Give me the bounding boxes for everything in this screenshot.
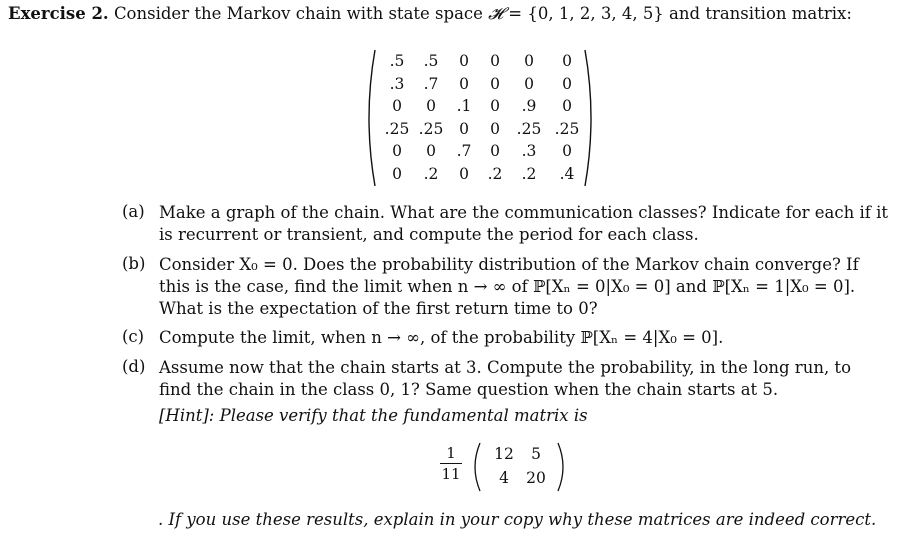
matrix-cell: 0 <box>459 164 469 183</box>
matrix-cell: .3 <box>389 74 405 93</box>
matrix-cell: 0 <box>562 74 572 93</box>
fundamental-cell: 4 <box>499 469 509 487</box>
fundamental-row <box>488 442 552 466</box>
final-instruction: . If you use these results, explain in your copy why these matrices are indeed correct. <box>158 510 877 529</box>
fundamental-cell: 12 <box>494 445 514 463</box>
question-c-line-1: Compute the limit, when n → ∞, of the probability ℙ[Xₙ = 4|X₀ = 0]. <box>159 328 724 347</box>
fraction <box>438 444 464 483</box>
matrix-cell: 0 <box>562 52 572 70</box>
matrix-cell: 0 <box>490 97 500 115</box>
fundamental-matrix <box>438 442 578 494</box>
matrix-cell: 0 <box>426 142 436 160</box>
matrix-cell: .7 <box>423 74 439 93</box>
question-b-label: (b) <box>122 254 146 273</box>
matrix-cell: .9 <box>521 97 537 115</box>
question-d-line-2: find the chain in the class 0, 1? Same question when the chain starts at 5. <box>159 380 779 399</box>
right-paren-icon <box>556 442 570 492</box>
matrix-cell: 0 <box>524 52 534 70</box>
matrix-cell: 0 <box>392 97 402 115</box>
matrix-cell: .1 <box>456 97 472 115</box>
question-b-line-3: What is the expectation of the first return time to 0? <box>159 299 598 318</box>
matrix-cell: 0 <box>562 97 572 115</box>
matrix-cell: .25 <box>554 119 580 138</box>
question-d-hint: [Hint]: Please verify that the fundamental matrix is <box>159 406 588 425</box>
matrix-row <box>380 163 586 186</box>
matrix-grid <box>380 50 586 185</box>
fundamental-cell: 5 <box>531 445 541 463</box>
matrix-cell: .3 <box>521 142 537 160</box>
left-paren-icon <box>468 442 482 492</box>
matrix-cell: 0 <box>392 142 402 160</box>
matrix-cell: .5 <box>423 52 439 70</box>
question-d-line-1: Assume now that the chain starts at 3. Compute the probability, in the long run, to <box>159 358 852 377</box>
matrix-cell: 0 <box>459 52 469 70</box>
transition-matrix <box>360 48 600 188</box>
matrix-cell: 0 <box>392 164 402 183</box>
matrix-cell: 0 <box>490 119 500 138</box>
matrix-cell: 0 <box>490 142 500 160</box>
matrix-cell: .4 <box>559 164 575 183</box>
exercise-header <box>8 4 852 24</box>
matrix-cell: 0 <box>459 119 469 138</box>
matrix-cell: .2 <box>423 164 439 183</box>
exercise-label: Exercise 2. <box>8 4 109 23</box>
fraction-denominator: 11 <box>441 465 461 483</box>
matrix-cell: 0 <box>490 74 500 93</box>
fundamental-grid <box>488 442 552 490</box>
matrix-cell: .5 <box>389 52 405 70</box>
matrix-cell: .25 <box>418 119 444 138</box>
matrix-cell: .25 <box>384 119 410 138</box>
fraction-bar <box>440 463 462 464</box>
state-space-set: = {0, 1, 2, 3, 4, 5} and transition matrix: <box>503 4 852 23</box>
matrix-cell: .2 <box>521 164 537 183</box>
exercise-intro: Consider the Markov chain with state space <box>113 4 489 23</box>
matrix-row <box>380 95 586 118</box>
matrix-row <box>380 73 586 96</box>
fraction-numerator: 1 <box>446 444 456 462</box>
left-paren-icon <box>360 48 378 188</box>
matrix-cell: .7 <box>456 142 472 160</box>
question-a-label: (a) <box>122 202 145 221</box>
fundamental-row <box>488 466 552 490</box>
matrix-row <box>380 140 586 163</box>
fundamental-cell: 20 <box>526 469 546 487</box>
matrix-cell: 0 <box>459 74 469 93</box>
matrix-cell: 0 <box>426 97 436 115</box>
question-b-line-2: this is the case, find the limit when n → ∞ of ℙ[Xₙ = 0|X₀ = 0] and ℙ[Xₙ = 1|X₀ = 0]. <box>159 277 856 296</box>
question-b-line-1: Consider X₀ = 0. Does the probability distribution of the Markov chain converge? If <box>159 255 859 274</box>
matrix-row <box>380 118 586 141</box>
question-a-line-2: is recurrent or transient, and compute the period for each class. <box>159 225 699 244</box>
state-space-symbol: 𝓗 <box>488 4 504 23</box>
matrix-cell: 0 <box>490 52 500 70</box>
matrix-cell: .25 <box>516 119 542 138</box>
matrix-cell: 0 <box>562 142 572 160</box>
matrix-row <box>380 50 586 73</box>
question-d-label: (d) <box>122 357 146 376</box>
matrix-cell: 0 <box>524 74 534 93</box>
matrix-cell: .2 <box>487 164 503 183</box>
right-paren-icon <box>582 48 600 188</box>
question-c-label: (c) <box>122 327 145 346</box>
question-a-line-1: Make a graph of the chain. What are the communication classes? Indicate for each if it <box>159 203 889 222</box>
